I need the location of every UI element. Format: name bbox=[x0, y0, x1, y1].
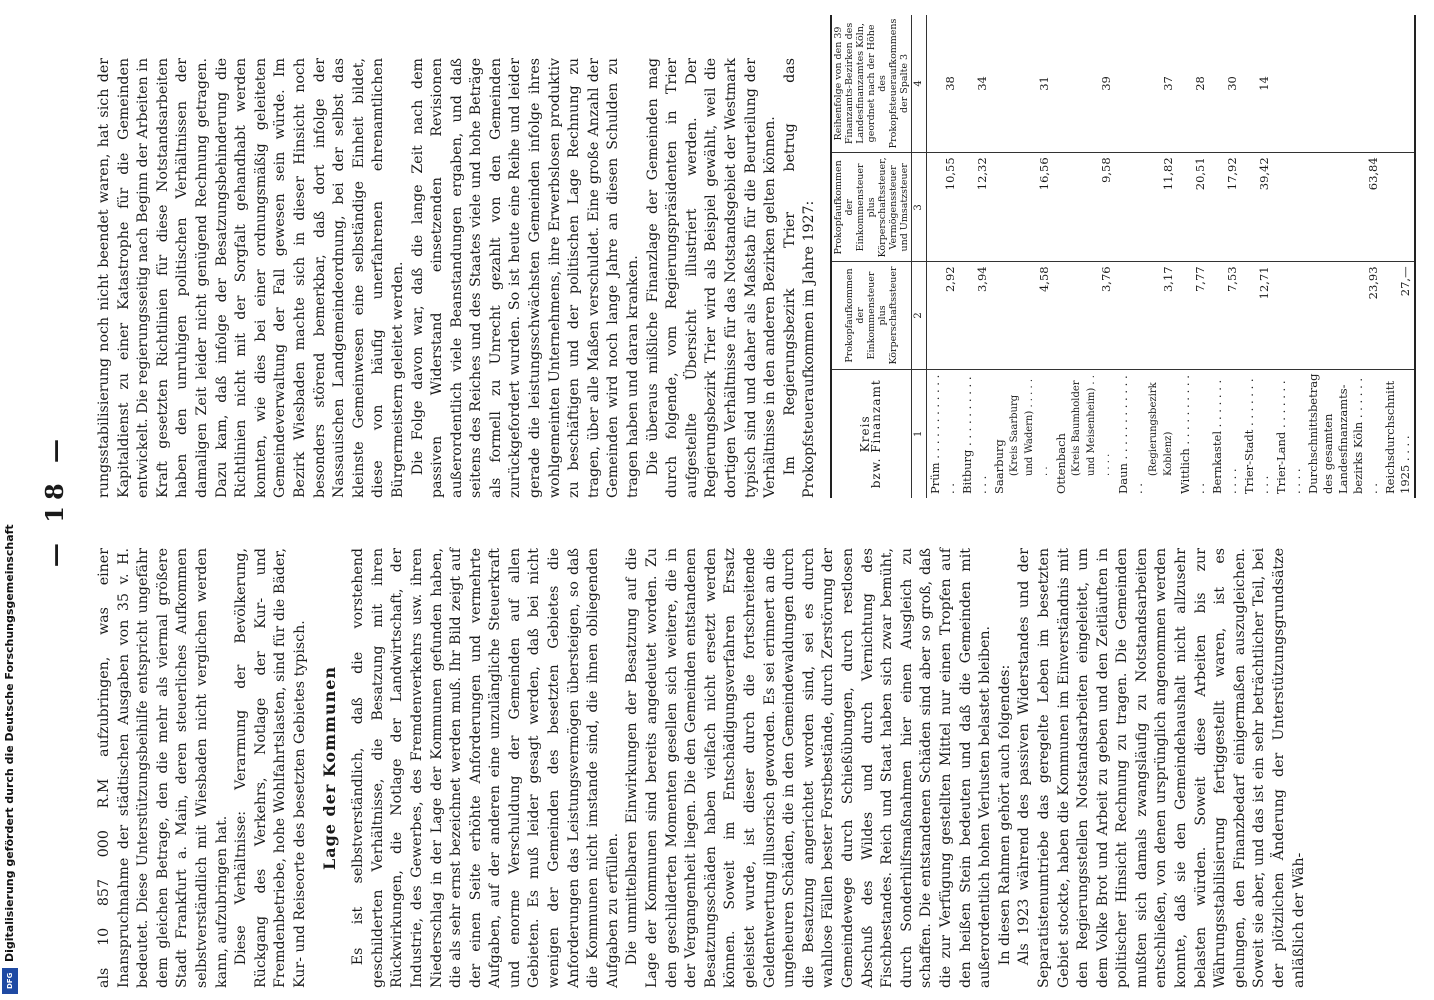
digitization-credit: Digitalisierung gefördert durch die Deutsche Forschungsgemeinschaft bbox=[3, 524, 16, 962]
tax-revenue-table bbox=[830, 15, 1416, 498]
row-name: Wittlich . . . . . . . . . . . . bbox=[1177, 375, 1207, 494]
cell-c2 bbox=[1273, 262, 1305, 369]
row-label bbox=[959, 369, 991, 498]
column-header-3: Prokopfaufkommen der Einkommensteuer plus Körperschaftssteuer, Vermögenssteuer und Umsatzsteuer bbox=[831, 153, 912, 262]
paragraph: Als 1923 während des passiven Widerstandes und der Separatistenumtriebe das geregelte Leben im besetzten Gebiet stockte, haben die Kommunen im Einverständnis mit den Regierungsstellen Notstandsarbeiten eingeleitet, um dem Volke Brot und Arbeit zu geben und den Zeitläuften in politischer Hinsicht Rechnung zu tragen. Die Gemeinden mußten sich damals zwangsläufig zu Notstandsarbeiten entschließen, von denen ursprünglich angenommen werden konnte, daß sie den Gemeindehaushalt nicht allzusehr belasten würden. Soweit diese Arbeiten bis zur Währungsstabilisierung fertiggestellt waren, ist es gelungen, den Finanzbedarf einigermaßen auszugleichen. Soweit sie aber, und das ist ein sehr beträchtlicher Teil, bei der plötzlichen Änderung der Unterstützungsgrundsätze anläßlich der Wäh- bbox=[1016, 548, 1307, 988]
section-heading: Lage der Kommunen bbox=[319, 665, 339, 871]
column-number: 2 bbox=[911, 262, 926, 369]
row-name: Saarburg bbox=[991, 439, 1006, 494]
column-number: 3 bbox=[911, 153, 926, 262]
row-label bbox=[991, 369, 1053, 498]
paragraph: als 10 857 000 R.M aufzubringen, was einer Inanspruchnahme der städtischen Ausgaben von 35 v. H. bedeutet. Diese Unterstützungsbeihilfe entspricht ungefähr dem gleichen Betrage, den die mehr als viermal größere Stadt Frankfurt a. Main, deren steuerliches Aufkommen selbstverständlich mit Wiesbaden nicht verglichen werden kann, aufzubringen hat. bbox=[96, 548, 230, 988]
cell-c4: 38 bbox=[926, 15, 959, 153]
dfg-logo: DFG bbox=[2, 968, 18, 994]
cell-c3: 10,55 bbox=[926, 153, 959, 262]
table-row bbox=[991, 15, 1053, 498]
paragraph: Es ist selbstverständlich, daß die vorstehend geschilderten Verhältnisse, die Besatzung mit ihren Rückwirkungen, die Notlage der Landwirtschaft, der Industrie, des Gewerbes, des Fremdenverkehrs usw. ihren Niederschlag in der Lage der Kommunen gefunden haben, die als sehr ernst bezeichnet werden muß. Ihr Bild zeigt auf der einen Seite erhöhte Anforderungen und vermehrte Aufgaben, auf der anderen eine unzulängliche Steuerkraft und enorme Verschuldung der Gemeinden auf allen Gebieten. Es muß leider gesagt werden, daß bei nicht wenigen der Gemeinden des besetzten Gebietes die Anforderungen das Leistungsvermögen übersteigen, so daß die Kommunen nicht imstande sind, die ihnen obliegenden Aufgaben zu erfüllen. bbox=[350, 548, 621, 988]
row-name: Ottenbach bbox=[1053, 433, 1068, 494]
cell-c3: 17,92 bbox=[1209, 153, 1241, 262]
cell-c4: 31 bbox=[991, 15, 1053, 153]
row-label bbox=[1382, 369, 1415, 498]
row-name: Bitburg . . . . . . . . . . . . . bbox=[959, 376, 989, 494]
cell-c2: 3,76 bbox=[1053, 262, 1115, 369]
table-row bbox=[1053, 15, 1115, 498]
cell-c3: 16,56 bbox=[991, 153, 1053, 262]
paragraph: Die unmittelbaren Einwirkungen der Besatzung auf die Lage der Kommunen sind bereits angedeutet worden. Zu den geschilderten Momenten gesellen sich weitere, die in der Vergangenheit liegen. Die den Gemeinden entstandenen Besatzungsschäden haben vielfach nicht ersetzt werden können. Soweit im Entschädigungsverfahren Ersatz geleistet wurde, ist dieser durch die fortschreitende Geldentwertung illusorisch geworden. Es sei erinnert an die ungeheuren Schäden, die in den Gemeindewaldungen durch die Besatzung angerichtet worden sind, sei es durch wahllose Fällen bester Forstbestände, durch Zerstörung der Gemeindewege durch Schießübungen, durch restlosen Abschuß des Wildes und durch Vernichtung des Fischbestandes. Reich und Staat haben sich zwar bemüht, durch Sonderhilfsmaßnahmen hier einen Ausgleich zu schaffen. Die entstandenen Schäden sind aber so groß, daß die zur Verfügung gestellten Mittel nur einen Tropfen auf den heißen Stein bedeuten und daß die Gemeinden mit außerordentlich hohen Verlusten belastet bleiben. bbox=[624, 548, 994, 988]
column-header-2: Prokopfaufkommen der Einkommensteuer plus Körperschaftssteuer bbox=[831, 262, 912, 369]
table-row bbox=[959, 15, 991, 498]
cell-c2: 2,92 bbox=[926, 262, 959, 369]
cell-c4: 14 bbox=[1241, 15, 1273, 153]
row-name: Trier-Land . . . . . . . . . . . bbox=[1273, 380, 1303, 494]
table-row bbox=[1273, 15, 1305, 498]
column-number: 1 bbox=[911, 369, 926, 498]
cell-c3: 63,84 bbox=[1305, 153, 1382, 262]
table-row bbox=[1241, 15, 1273, 498]
cell-c3: 20,51 bbox=[1177, 153, 1209, 262]
table-row bbox=[926, 15, 959, 498]
table-row bbox=[1209, 15, 1241, 498]
cell-c4: 37 bbox=[1115, 15, 1177, 153]
row-name: Bernkastel . . . . . . . . . . . bbox=[1209, 379, 1239, 494]
row-label bbox=[926, 369, 959, 498]
paragraph: Diese Verhältnisse: Verarmung der Bevölkerung, Rückgang des Verkehrs, Notlage der Kur- und Fremdenbetriebe, hohe Wohlfahrtslasten, sind für die Bäder, Kur- und Reiseorte des besetzten Gebietes typisch. bbox=[233, 548, 308, 988]
cell-c4: 28 bbox=[1177, 15, 1209, 153]
row-name: Prüm . . . . . . . . . . . . . . bbox=[927, 374, 957, 494]
cell-c3 bbox=[1382, 153, 1415, 262]
cell-c3 bbox=[1273, 153, 1305, 262]
cell-c4: 34 bbox=[959, 15, 991, 153]
cell-c2: 3,17 bbox=[1115, 262, 1177, 369]
row-label bbox=[1115, 369, 1177, 498]
row-label bbox=[1273, 369, 1305, 498]
table-row bbox=[1305, 15, 1382, 498]
row-name: Reichsdurchschnitt 1925 . . . . bbox=[1382, 380, 1412, 494]
cell-c2: 23,93 bbox=[1305, 262, 1382, 369]
column-header-4: Reihenfolge von den 39 Finanzamts-Bezirken des Landesfinanzamtes Köln, geordnet nach der Höhe des Prokopfsteueraufkommens der Spalte 3 bbox=[831, 15, 912, 153]
paragraph: rungsstabilisierung noch nicht beendet waren, hat sich der Kapitaldienst zu einer Katastrophe für die Gemeinden entwickelt. Die regierungsseitig nach Beginn der Arbeiten in Kraft gesetzten Richtlinien für diese Notstandsarbeiten haben den unruhigen politischen Verhältnissen der damaligen Zeit leider nicht genügend Rechnung getragen. Dazu kam, daß infolge der Besatzungsbehinderung die Richtlinien nicht mit der Sorgfalt gehandhabt werden konnten, wie dies bei einer ordnungsmäßig geleiteten Gemeindeverwaltung der Fall gewesen sein würde. Im Bezirk Wiesbaden machte sich in dieser Hinsicht noch besonders störend bemerkbar, daß dort infolge der Nassauischen Landgemeindeordnung, bei der selbst das kleinste Gemeinwesen eine selbständige Einheit bildet, diese von häufig unerfahrenen ehrenamtlichen Bürgermeistern geleitet werden. bbox=[96, 58, 406, 498]
cell-c3: 11,82 bbox=[1115, 153, 1177, 262]
table-row bbox=[1115, 15, 1177, 498]
cell-c2: 7,77 bbox=[1177, 262, 1209, 369]
cell-c2: 3,94 bbox=[959, 262, 991, 369]
column-number: 4 bbox=[911, 15, 926, 153]
row-label bbox=[1241, 369, 1273, 498]
cell-c4: 39 bbox=[1053, 15, 1115, 153]
cell-c3: 9,58 bbox=[1053, 153, 1115, 262]
paragraph: Im Regierungsbezirk Trier betrug das Prokopfsteueraufkommen im Jahre 1927: bbox=[781, 58, 818, 498]
cell-c4 bbox=[1305, 15, 1382, 153]
left-column bbox=[95, 548, 1309, 988]
column-header-kreis: Kreis bzw. Finanzamt bbox=[831, 369, 912, 498]
row-name: Daun . . . . . . . . . . . . . . bbox=[1115, 375, 1145, 494]
paragraph: In diesen Rahmen gehört auch folgendes: bbox=[996, 664, 1013, 966]
row-name: Durchschnittsbetrag des gesamten Landesfinanzamts-bezirks Köln . . . . . . . . bbox=[1305, 373, 1380, 494]
row-name: Trier-Stadt . . . . . . . . . . bbox=[1241, 378, 1271, 494]
cell-c4 bbox=[1382, 15, 1415, 153]
digitization-sidebar bbox=[0, 0, 20, 1000]
paragraph: Die überaus mißliche Finanzlage der Gemeinden mag durch folgende, vom Regierungspräsidenten in Trier aufgestellte Übersicht illustriert werden. Der Regierungsbezirk Trier wird als Beispiel gewählt, weil die dortigen Verhältnisse für das Notstandsgebiet der Westmark typisch sind und daher als Maßstab für die Beurteilung der Verhältnisse in den anderen Bezirken gelten können. bbox=[644, 58, 779, 498]
table-row bbox=[1382, 15, 1415, 498]
cell-c2: 7,53 bbox=[1209, 262, 1241, 369]
table-row bbox=[1177, 15, 1209, 498]
row-label bbox=[1209, 369, 1241, 498]
row-label bbox=[1053, 369, 1115, 498]
row-subname: (Regierungsbezirk Koblenz) bbox=[1147, 382, 1174, 476]
paragraph: Die Folge davon war, daß die lange Zeit nach dem passiven Widerstand einsetzenden Revisionen außerordentlich viele Beanstandungen ergaben, und daß seitens des Reiches und des Staates viele und hohe Beträge als formell zu Unrecht gezahlt von den Gemeinden zurückgefordert wurden. So ist heute eine Reihe und leider gerade die leistungsschwächsten Gemeinden infolge ihres wohlgemeinten Unternehmens, ihre Erwerbslosen produktiv zu beschäftigen und der politischen Lage Rechnung zu tragen, über alle Maßen verschuldet. Eine große Anzahl der Gemeinden wird noch lange Jahre an diesen Schulden zu tragen haben und daran kranken. bbox=[409, 58, 642, 498]
cell-c2: 12,71 bbox=[1241, 262, 1273, 369]
cell-c2: 4,58 bbox=[991, 262, 1053, 369]
right-column bbox=[95, 18, 1416, 498]
page-number: — 18 — bbox=[40, 432, 69, 568]
row-label bbox=[1305, 369, 1382, 498]
row-subname: (Kreis Saarburg und Wadern) . . . . . . . bbox=[1008, 378, 1050, 476]
row-subname: (Kreis Baumholder und Meisenheim) . . . . . . bbox=[1070, 375, 1112, 476]
cell-c2: 27,— bbox=[1382, 262, 1415, 369]
cell-c4: 30 bbox=[1209, 15, 1241, 153]
cell-c3: 12,32 bbox=[959, 153, 991, 262]
row-label bbox=[1177, 369, 1209, 498]
table-body bbox=[926, 15, 1415, 498]
cell-c4 bbox=[1273, 15, 1305, 153]
cell-c3: 39,42 bbox=[1241, 153, 1273, 262]
